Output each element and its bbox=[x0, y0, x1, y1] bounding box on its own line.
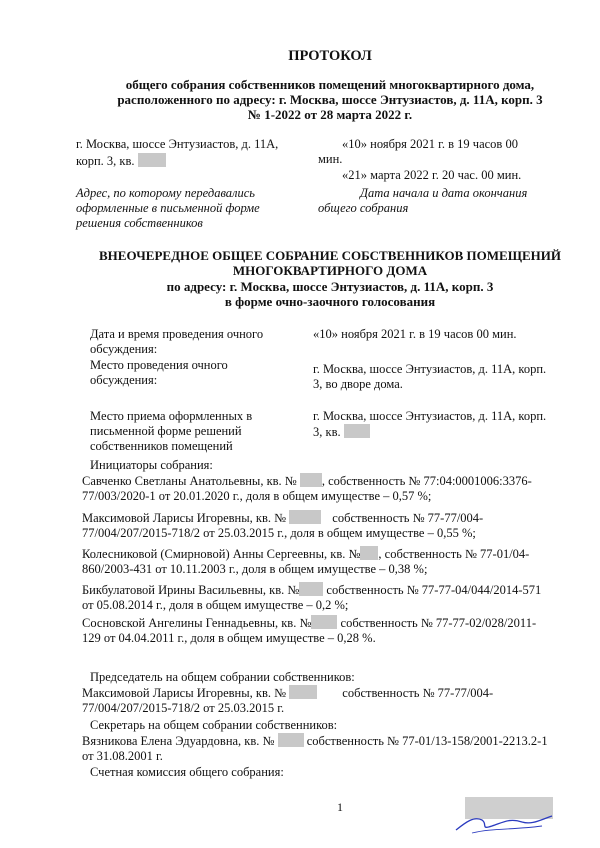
detail-label2-line1: Место проведения очного bbox=[90, 358, 228, 372]
initiator3-share: 860/2003-431 от 10.11.2003 г., доля в общем имуществе – 0,38 %; bbox=[82, 562, 428, 576]
document-subtitle-line2: расположенного по адресу: г. Москва, шоссе Энтузиастов, д. 11А, корп. 3 bbox=[117, 92, 543, 107]
detail-value3-line1: г. Москва, шоссе Энтузиастов, д. 11А, корп. bbox=[313, 409, 547, 423]
secretary-ownership: собственность № 77-01/13-158/2001-2213.2-1 bbox=[306, 734, 548, 748]
redacted-apartment bbox=[311, 615, 337, 629]
detail-label3-line2: письменной форме решений bbox=[90, 424, 242, 438]
initiator1-share: 77/003/2020-1 от 20.01.2020 г., доля в общем имуществе – 0,57 %; bbox=[82, 489, 432, 503]
initiator-item bbox=[82, 615, 590, 646]
section-heading-line2: МНОГОКВАРТИРНОГО ДОМА bbox=[232, 263, 428, 278]
redacted-apartment bbox=[360, 546, 378, 560]
detail-label1-line1: Дата и время проведения очного bbox=[90, 327, 264, 341]
redacted-apartment bbox=[278, 733, 304, 747]
section-heading-line3: по адресу: г. Москва, шоссе Энтузиастов, д. 11А, корп. 3 bbox=[166, 279, 494, 294]
secretary-ownership-date: от 31.08.2001 г. bbox=[82, 749, 163, 763]
redacted-apartment bbox=[300, 473, 322, 487]
document-subtitle-line1: общего собрания собственников помещений многоквартирного дома, bbox=[125, 77, 535, 92]
initiator4-share: от 05.08.2014 г., доля в общем имуществе – 0,2 %; bbox=[82, 598, 349, 612]
note-left-line2: оформленные в письменной форме bbox=[76, 201, 260, 215]
initiator2-share: 77/004/207/2015-718/2 от 25.03.2015 г., доля в общем имуществе – 0,55 %; bbox=[82, 526, 476, 540]
meta-address bbox=[76, 137, 316, 169]
detail-value2-line2: 3, во дворе дома. bbox=[313, 377, 403, 391]
page-number: 1 bbox=[337, 800, 343, 814]
meta-date-start-line1: «10» ноября 2021 г. в 19 часов 00 bbox=[342, 137, 518, 151]
note-left-line1: Адрес, по которому передавались bbox=[76, 186, 255, 200]
detail-label-reception bbox=[90, 409, 310, 454]
initiator-item bbox=[82, 546, 590, 577]
initiator-item bbox=[82, 473, 590, 504]
initiator5-ownership: собственность № 77-77-02/028/2011- bbox=[340, 616, 537, 630]
document-number-date: № 1-2022 от 28 марта 2022 г. bbox=[247, 107, 413, 122]
note-right-line1: Дата начала и дата окончания bbox=[360, 186, 528, 200]
detail-value-reception bbox=[313, 409, 583, 440]
document-title: ПРОТОКОЛ bbox=[288, 48, 372, 64]
secretary-details bbox=[82, 733, 590, 764]
meta-address-line1: г. Москва, шоссе Энтузиастов, д. 11А, bbox=[76, 137, 279, 151]
redacted-apartment bbox=[344, 424, 370, 438]
meta-dates bbox=[318, 137, 568, 183]
detail-value2-line1: г. Москва, шоссе Энтузиастов, д. 11А, корп. bbox=[313, 362, 547, 376]
initiator2-ownership: собственность № 77-77/004- bbox=[332, 511, 484, 525]
chair-ownership: собственность № 77-77/004- bbox=[342, 686, 494, 700]
meta-note-dates bbox=[318, 186, 568, 216]
meta-address-line2: корп. 3, кв. bbox=[76, 154, 135, 168]
detail-value3-line2: 3, кв. bbox=[313, 425, 341, 439]
section-heading-line4: в форме очно-заочного голосования bbox=[224, 294, 436, 309]
section-heading-line1: ВНЕОЧЕРЕДНОЕ ОБЩЕЕ СОБРАНИЕ СОБСТВЕННИКОВ ПОМЕЩЕНИЙ bbox=[99, 248, 561, 263]
detail-label3-line3: собственников помещений bbox=[90, 439, 233, 453]
initiator5-text: Сосновской Ангелины Геннадьевны, кв. № bbox=[82, 616, 312, 630]
detail-value-datetime: «10» ноября 2021 г. в 19 часов 00 мин. bbox=[313, 327, 517, 341]
initiator4-text: Бикбулатовой Ирины Васильевны, кв. № bbox=[82, 583, 300, 597]
detail-value-place bbox=[313, 362, 583, 392]
initiator1-text: Савченко Светланы Анатольевны, кв. № bbox=[82, 474, 297, 488]
meta-note-address bbox=[76, 186, 306, 231]
chair-name: Максимовой Ларисы Игоревны, кв. № bbox=[82, 686, 287, 700]
meta-date-end: «21» марта 2022 г. 20 час. 00 мин. bbox=[342, 168, 522, 182]
chair-ownership-date: 77/004/207/2015-718/2 от 25.03.2015 г. bbox=[82, 701, 285, 715]
detail-label3-line1: Место приема оформленных в bbox=[90, 409, 253, 423]
chair-heading: Председатель на общем собрании собственников: bbox=[90, 670, 355, 684]
note-left-line3: решения собственников bbox=[76, 216, 203, 230]
commission-heading: Счетная комиссия общего собрания: bbox=[90, 765, 284, 779]
detail-label-place bbox=[90, 358, 310, 388]
initiator3-text: Колесниковой (Смирновой) Анны Сергеевны, кв. № bbox=[82, 547, 361, 561]
detail-label2-line2: обсуждения: bbox=[90, 373, 158, 387]
signature-icon bbox=[452, 800, 562, 836]
meta-date-start-line2: мин. bbox=[318, 152, 343, 166]
initiators-heading: Инициаторы собрания: bbox=[90, 458, 213, 472]
chair-details bbox=[82, 685, 590, 716]
note-right-line2: общего собрания bbox=[318, 201, 409, 215]
initiator4-ownership: собственность № 77-77-04/044/2014-571 bbox=[326, 583, 542, 597]
redacted-apartment bbox=[289, 510, 321, 524]
secretary-name: Вязникова Елена Эдуардовна, кв. № bbox=[82, 734, 275, 748]
initiator1-ownership: , собственность № 77:04:0001006:3376- bbox=[321, 474, 532, 488]
initiator-item bbox=[82, 582, 590, 613]
detail-label-datetime bbox=[90, 327, 310, 357]
initiator3-ownership: , собственность № 77-01/04- bbox=[378, 547, 530, 561]
secretary-heading: Секретарь на общем собрании собственников: bbox=[90, 718, 338, 732]
redacted-apartment bbox=[289, 685, 317, 699]
redacted-apartment bbox=[299, 582, 323, 596]
redacted-apartment bbox=[138, 153, 166, 167]
initiator-item bbox=[82, 510, 590, 541]
initiator5-share: 129 от 04.04.2011 г., доля в общем имуществе – 0,28 %. bbox=[82, 631, 376, 645]
initiator2-text: Максимовой Ларисы Игоревны, кв. № bbox=[82, 511, 287, 525]
detail-label1-line2: обсуждения: bbox=[90, 342, 158, 356]
